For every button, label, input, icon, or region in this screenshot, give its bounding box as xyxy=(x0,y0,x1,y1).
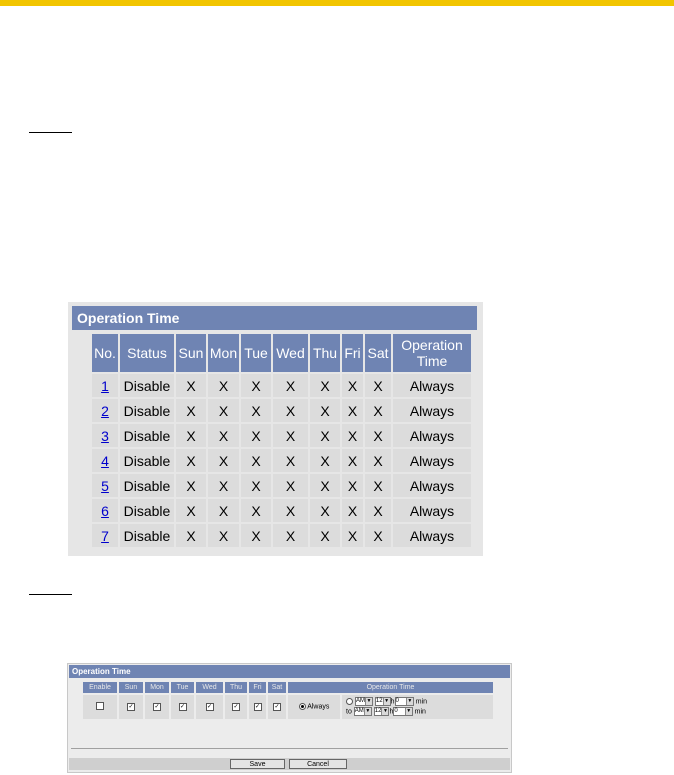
from-min-label: min xyxy=(415,698,428,705)
operation-time-form-title: Operation Time xyxy=(69,665,510,678)
tue-cell: X xyxy=(241,374,271,397)
fri-cell: X xyxy=(342,524,363,547)
time-range-radio[interactable] xyxy=(346,698,353,705)
always-label: Always xyxy=(307,703,330,711)
chevron-down-icon: ▼ xyxy=(366,697,372,704)
mon-cell xyxy=(145,695,169,719)
sun-cell: X xyxy=(176,524,206,547)
sat-cell xyxy=(268,695,286,719)
table-row xyxy=(92,524,471,547)
to-ampm-select[interactable]: AM ▼ xyxy=(354,708,371,714)
chevron-down-icon: ▼ xyxy=(406,708,412,714)
wed-checkbox[interactable]: ✓ xyxy=(206,704,213,710)
row-number-link[interactable]: 5 xyxy=(101,477,109,494)
row-number-link[interactable]: 3 xyxy=(101,427,109,444)
row-number-cell xyxy=(92,499,118,522)
row-number-cell xyxy=(92,524,118,547)
from-ampm-select[interactable]: AM ▼ xyxy=(355,697,372,704)
sun-cell: X xyxy=(176,499,206,522)
table-row xyxy=(92,499,471,522)
table-row xyxy=(92,449,471,472)
form-header-operation-time: Operation Time xyxy=(288,682,493,693)
thu-cell: X xyxy=(310,524,340,547)
sat-cell: X xyxy=(365,499,391,522)
always-radio[interactable] xyxy=(299,703,306,710)
row-number-cell xyxy=(92,424,118,447)
sun-cell: X xyxy=(176,449,206,472)
table-row xyxy=(92,424,471,447)
tue-checkbox[interactable]: ✓ xyxy=(179,704,186,710)
sat-cell: X xyxy=(365,374,391,397)
tue-cell: X xyxy=(241,524,271,547)
wed-cell: X xyxy=(273,449,308,472)
sat-checkbox[interactable]: ✓ xyxy=(274,704,280,710)
to-min-label: min xyxy=(414,708,426,716)
tue-cell xyxy=(171,695,194,719)
table-row xyxy=(92,399,471,422)
enable-checkbox[interactable] xyxy=(96,702,104,710)
tue-cell: X xyxy=(241,449,271,472)
time-cell: Always xyxy=(393,474,471,497)
status-cell: Disable xyxy=(120,524,174,547)
thu-cell: X xyxy=(310,449,340,472)
to-h-label: h xyxy=(389,708,394,716)
header-thu: Thu xyxy=(310,334,340,372)
status-cell: Disable xyxy=(120,449,174,472)
table-row xyxy=(92,374,471,397)
sat-cell: X xyxy=(365,399,391,422)
sun-checkbox[interactable]: ✓ xyxy=(128,704,134,710)
operation-time-form-table xyxy=(81,680,495,721)
chevron-down-icon: ▼ xyxy=(365,708,371,714)
row-number-cell xyxy=(92,399,118,422)
from-h-label: h xyxy=(390,698,395,705)
fri-cell: X xyxy=(342,449,363,472)
row-number-cell xyxy=(92,374,118,397)
thu-cell: X xyxy=(310,424,340,447)
thu-cell: X xyxy=(310,399,340,422)
sat-cell: X xyxy=(365,474,391,497)
wed-cell: X xyxy=(273,499,308,522)
status-cell: Disable xyxy=(120,499,174,522)
mon-checkbox[interactable]: ✓ xyxy=(154,704,160,710)
tue-cell: X xyxy=(241,474,271,497)
status-cell: Disable xyxy=(120,399,174,422)
form-header-fri: Fri xyxy=(249,682,266,693)
wed-cell: X xyxy=(273,524,308,547)
fri-cell: X xyxy=(342,399,363,422)
row-number-link[interactable]: 4 xyxy=(101,452,109,469)
row-number-link[interactable]: 2 xyxy=(101,402,109,419)
wed-cell: X xyxy=(273,374,308,397)
form-header-row xyxy=(83,682,493,693)
sun-cell xyxy=(119,695,143,719)
thu-checkbox[interactable]: ✓ xyxy=(233,704,239,710)
form-header-tue: Tue xyxy=(171,682,194,693)
sat-cell: X xyxy=(365,449,391,472)
row-number-cell xyxy=(92,474,118,497)
header-operation-time: Operation Time xyxy=(393,334,471,372)
form-header-mon: Mon xyxy=(145,682,169,693)
form-header-thu: Thu xyxy=(225,682,247,693)
sun-cell: X xyxy=(176,474,206,497)
wed-cell: X xyxy=(273,399,308,422)
row-number-link[interactable]: 7 xyxy=(101,527,109,544)
fri-cell: X xyxy=(342,424,363,447)
mon-cell: X xyxy=(208,524,239,547)
enable-cell xyxy=(83,695,117,719)
from-hour-select[interactable]: 12 ▼ xyxy=(375,697,390,704)
sat-cell: X xyxy=(365,524,391,547)
mon-cell: X xyxy=(208,499,239,522)
header-sat: Sat xyxy=(365,334,391,372)
save-button[interactable]: Save xyxy=(230,759,285,769)
top-accent-bar xyxy=(0,0,674,6)
always-cell xyxy=(288,695,340,719)
status-cell: Disable xyxy=(120,424,174,447)
tue-cell: X xyxy=(241,399,271,422)
header-sun: Sun xyxy=(176,334,206,372)
mon-cell: X xyxy=(208,399,239,422)
table-header-row xyxy=(92,334,471,372)
thu-cell: X xyxy=(310,499,340,522)
operation-time-list-title: Operation Time xyxy=(72,306,477,330)
time-cell: Always xyxy=(393,499,471,522)
wed-cell: X xyxy=(273,474,308,497)
table-row xyxy=(92,474,471,497)
thu-cell: X xyxy=(310,374,340,397)
to-label: to xyxy=(346,708,352,716)
wed-cell xyxy=(196,695,223,719)
row-number-cell xyxy=(92,449,118,472)
tue-cell: X xyxy=(241,424,271,447)
sun-cell: X xyxy=(176,399,206,422)
sun-cell: X xyxy=(176,374,206,397)
fri-cell: X xyxy=(342,474,363,497)
form-header-sat: Sat xyxy=(268,682,286,693)
chevron-down-icon: ▼ xyxy=(407,697,413,704)
row-number-link[interactable]: 6 xyxy=(101,502,109,519)
thu-cell: X xyxy=(310,474,340,497)
note-underline-1 xyxy=(29,132,72,133)
header-status: Status xyxy=(120,334,174,372)
header-no: No. xyxy=(92,334,118,372)
form-button-bar xyxy=(69,758,510,770)
to-time-row xyxy=(346,707,493,717)
cancel-button[interactable]: Cancel xyxy=(289,759,347,769)
tue-cell: X xyxy=(241,499,271,522)
time-cell: Always xyxy=(393,399,471,422)
form-header-wed: Wed xyxy=(196,682,223,693)
from-minute-select[interactable]: 0 ▼ xyxy=(395,697,413,704)
sun-cell: X xyxy=(176,424,206,447)
fri-cell: X xyxy=(342,499,363,522)
time-cell: Always xyxy=(393,449,471,472)
header-wed: Wed xyxy=(273,334,308,372)
note-underline-2 xyxy=(29,594,72,595)
to-minute-select[interactable]: 0 ▼ xyxy=(394,708,412,714)
form-row xyxy=(83,695,493,719)
status-cell: Disable xyxy=(120,474,174,497)
to-hour-select[interactable]: 12 ▼ xyxy=(374,708,388,714)
form-divider xyxy=(71,748,508,749)
mon-cell: X xyxy=(208,449,239,472)
header-tue: Tue xyxy=(241,334,271,372)
operation-time-list-panel xyxy=(68,302,483,556)
mon-cell: X xyxy=(208,374,239,397)
time-range-cell xyxy=(342,695,493,719)
chevron-down-icon: ▼ xyxy=(384,697,390,704)
thu-cell xyxy=(225,695,247,719)
fri-cell: X xyxy=(342,374,363,397)
time-cell: Always xyxy=(393,424,471,447)
status-cell: Disable xyxy=(120,374,174,397)
time-cell: Always xyxy=(393,524,471,547)
mon-cell: X xyxy=(208,474,239,497)
time-cell: Always xyxy=(393,374,471,397)
from-time-row xyxy=(346,697,493,707)
fri-checkbox[interactable]: ✓ xyxy=(254,704,261,710)
row-number-link[interactable]: 1 xyxy=(101,377,109,394)
form-header-enable: Enable xyxy=(83,682,117,693)
form-header-sun: Sun xyxy=(119,682,143,693)
header-fri: Fri xyxy=(342,334,363,372)
fri-cell xyxy=(249,695,266,719)
sat-cell: X xyxy=(365,424,391,447)
mon-cell: X xyxy=(208,424,239,447)
chevron-down-icon: ▼ xyxy=(382,708,388,714)
wed-cell: X xyxy=(273,424,308,447)
operation-time-form-panel xyxy=(67,663,512,773)
operation-time-list-table xyxy=(90,332,473,549)
header-mon: Mon xyxy=(208,334,239,372)
